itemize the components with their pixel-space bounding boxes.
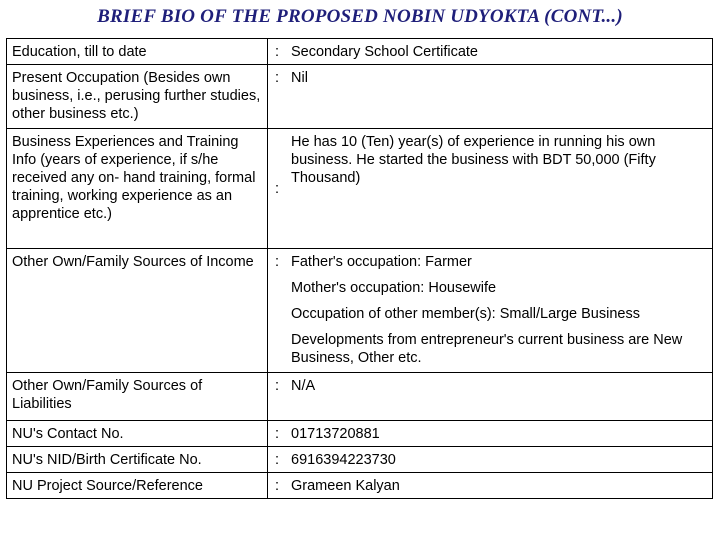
row-separator: : bbox=[268, 421, 287, 447]
row-separator: : bbox=[268, 249, 287, 373]
value-line: Father's occupation: Farmer bbox=[291, 254, 472, 270]
row-label-education: Education, till to date bbox=[7, 39, 268, 65]
row-separator: : bbox=[268, 39, 287, 65]
row-value-liabilities bbox=[286, 373, 713, 421]
row-separator: : bbox=[268, 373, 287, 421]
value-line: Secondary School Certificate bbox=[291, 44, 478, 60]
row-separator: : bbox=[268, 473, 287, 499]
value-line: Occupation of other member(s): Small/Large Business bbox=[291, 306, 640, 322]
value-line: 6916394223730 bbox=[291, 452, 396, 468]
separator-colon: : bbox=[274, 181, 280, 197]
value-line: 01713720881 bbox=[291, 426, 380, 442]
value-line: He has 10 (Ten) year(s) of experience in running his own business. He started the business with BDT 50,000 (Fifty Thousand) bbox=[291, 134, 656, 186]
table-row bbox=[7, 249, 713, 373]
row-separator: : bbox=[268, 65, 287, 129]
row-value-income bbox=[286, 249, 713, 373]
row-value-occupation bbox=[286, 65, 713, 129]
value-line: Nil bbox=[291, 70, 308, 86]
row-label-nid: NU's NID/Birth Certificate No. bbox=[7, 447, 268, 473]
value-line: N/A bbox=[291, 378, 316, 394]
table-row bbox=[7, 473, 713, 499]
value-line: Mother's occupation: Housewife bbox=[291, 280, 497, 296]
table-row bbox=[7, 421, 713, 447]
page-title: BRIEF BIO OF THE PROPOSED NOBIN UDYOKTA (CONT...) bbox=[97, 6, 623, 27]
row-value-education bbox=[286, 39, 713, 65]
row-label-experience: Business Experiences and Training Info (years of experience, if s/he received any on- hand training, formal training, working experience as an apprentice etc.) bbox=[7, 129, 268, 249]
table-row bbox=[7, 39, 713, 65]
row-label-contact: NU's Contact No. bbox=[7, 421, 268, 447]
row-label-reference: NU Project Source/Reference bbox=[7, 473, 268, 499]
row-label-income: Other Own/Family Sources of Income bbox=[7, 249, 268, 373]
value-line: Developments from entrepreneur's current business are New Business, Other etc. bbox=[291, 332, 683, 366]
bio-table bbox=[6, 38, 713, 499]
table-row bbox=[7, 65, 713, 129]
row-value-experience bbox=[286, 129, 713, 249]
value-line: Grameen Kalyan bbox=[291, 478, 400, 494]
table-row bbox=[7, 447, 713, 473]
row-value-contact bbox=[286, 421, 713, 447]
row-separator: : bbox=[268, 447, 287, 473]
row-value-reference bbox=[286, 473, 713, 499]
table-row bbox=[7, 373, 713, 421]
row-label-liabilities: Other Own/Family Sources of Liabilities bbox=[7, 373, 268, 421]
table-row bbox=[7, 129, 713, 249]
row-separator bbox=[268, 129, 287, 249]
row-label-occupation: Present Occupation (Besides own business, i.e., perusing further studies, other business etc.) bbox=[7, 65, 268, 129]
row-value-nid bbox=[286, 447, 713, 473]
